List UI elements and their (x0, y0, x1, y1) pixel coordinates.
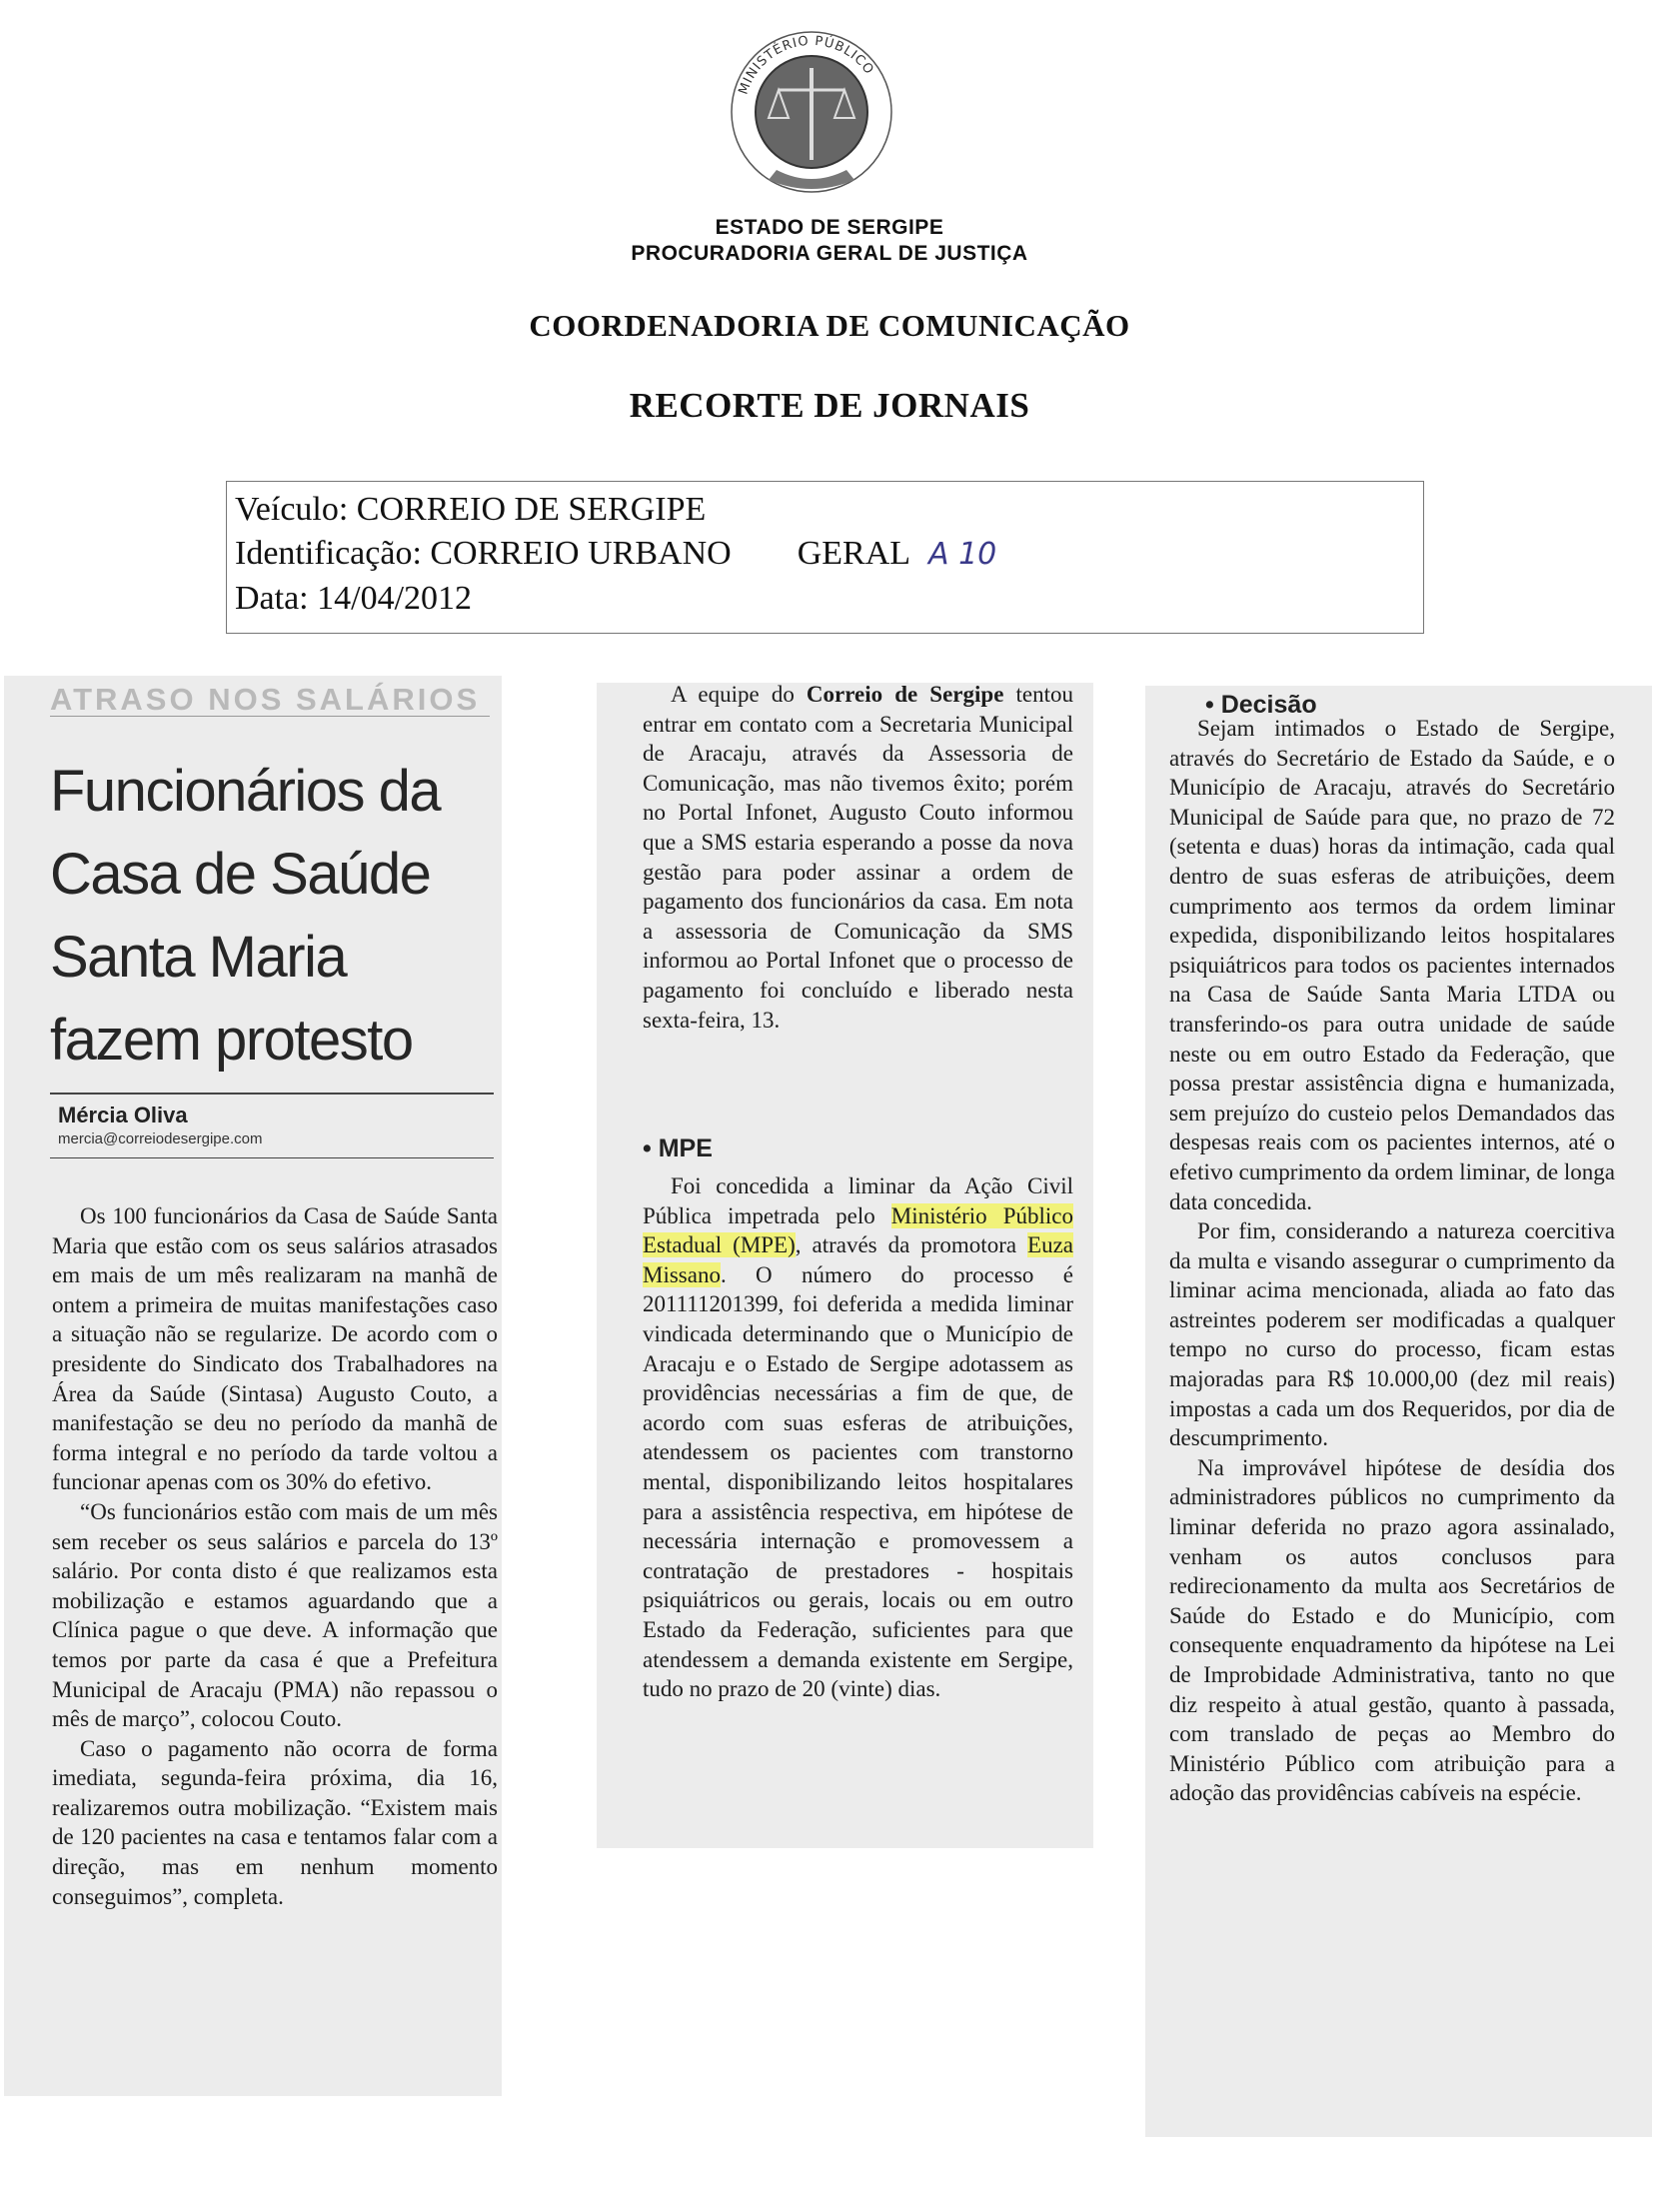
ministerio-publico-seal-icon (727, 20, 896, 200)
text-run: A equipe do (671, 682, 807, 707)
header-procuradoria: PROCURADORIA GERAL DE JUSTIÇA (631, 242, 1028, 265)
text-run: . O número do processo é 201111201399, foi deferida a medida liminar vindicada determinando que o Município de Aracaju e o Estado de Sergipe adotassem as providências necessárias a fim de que, de acordo com suas esferas de atribuições, atendessem os pacientes com transtorno mental, disponibilizando leitos hospitalares para a assistência respectiva, em hipótese de necessária internação e promovessem a contratação de prestadores - hospitais psiquiátricos ou gerais, locais ou em outro Estado da Federação, suficientes para que atendessem a demanda existente em Sergipe, tudo no prazo de 20 (vinte) dias. (643, 1261, 1073, 1702)
kicker-divider (50, 716, 490, 717)
paragraph: Caso o pagamento não ocorra de forma imediata, segunda-feira próxima, dia 16, realizaremos outra mobilização. “Existem mais de 120 pacientes na casa e tentamos falar com a direção, mas em nenhum momento conseguimos”, completa. (52, 1735, 498, 1909)
info-veiculo: Veículo: CORREIO DE SERGIPE (235, 491, 707, 528)
paragraph (643, 1171, 1073, 1704)
text-run: tentou entrar em contato com a Secretaria Municipal de Aracaju, através da Assessoria de Comunicação, mas não tivemos êxito; porém no Portal Infonet, Augusto Couto informou que a SMS estaria esperando a posse da nova gestão para poder assinar a ordem de pagamento dos funcionários da casa. Em nota a assessoria de Comunicação da SMS informou ao Portal Infonet que o processo de pagamento foi concluído e liberado nesta sexta-feira, 13. (643, 682, 1073, 1033)
paragraph: “Os funcionários estão com mais de um mês sem receber os seus salários e parcela do 13º salário. Por conta disto é que realizamos esta mobilização e estamos aguardando que a Clínica pague o que deve. A informação que temos por parte da casa é que a Prefeitura Municipal de Aracaju (PMA) não repassou o mês de março”, colocou Couto. (52, 1498, 498, 1732)
paragraph (643, 680, 1073, 1035)
info-identificacao: Identificação: CORREIO URBANO (235, 535, 732, 572)
paragraph: Sejam intimados o Estado de Sergipe, através do Secretário de Estado da Saúde, e o Município de Aracaju, através do Secretário Municipal de Saúde para que, no prazo de 72 (setenta e duas) horas da intimação, cada qual dentro de suas esferas de atribuições, deem cumprimento aos termos da ordem liminar expedida, disponibilizando leitos hospitalares psiquiátricos para todos os pacientes internados na Casa de Saúde Santa Maria LTDA ou transferindo-os para outra unidade de saúde neste ou em outro Estado da Federação, que possa prestar assistência digna e humanizada, sem prejuízo do custeio pelos Demandados das despesas reais com os pacientes internos, até o efetivo cumprimento da ordem liminar, de longa data concedida. (1169, 716, 1615, 1214)
header-estado: ESTADO DE SERGIPE (715, 216, 944, 239)
byline-bottom-divider (50, 1157, 494, 1158)
article-column-2-bottom (643, 1171, 1073, 1704)
info-secao: GERAL (797, 535, 911, 572)
article-kicker: ATRASO NOS SALÁRIOS (50, 682, 481, 717)
byline-top-divider (50, 1093, 494, 1095)
paragraph: Por fim, considerando a natureza coercitiva da multa e visando assegurar o cumprimento da liminar acima mencionada, aliada ao fato das astreintes poderem ser modificadas a qualquer tempo no curso do processo, ficam estas majoradas para R$ 10.000,00 (dez mil reais) impostas a cada um dos Requeridos, por dia de descumprimento. (1169, 1218, 1615, 1451)
paragraph: Na improvável hipótese de desídia dos administradores públicos no cumprimento da liminar deferida no prazo agora assinalado, venham os autos conclusos para redirecionamento da multa aos Secretários de Saúde do Estado e do Município, com consequente enquadramento da hipótese na Lei de Improbidade Administrativa, tanto no que diz respeito à atual gestão, quanto à passada, com translado de peças ao Membro do Ministério Público com atribuição para a adoção das providências cabíveis na espécie. (1169, 1454, 1615, 1806)
paragraph: Os 100 funcionários da Casa de Saúde Santa Maria que estão com os seus salários atrasados em mais de um mês realizaram na manhã de ontem a primeira de muitas manifestações caso a situação não se regularize. De acordo com o presidente do Sindicato dos Trabalhadores na Área da Saúde (Sintasa) Augusto Couto, a manifestação se deu no período da manhã de forma integral e no período da tarde voltou a funcionar apenas com os 30% do efetivo. (52, 1203, 498, 1495)
header-coordenadoria: COORDENADORIA DE COMUNICAÇÃO (529, 308, 1130, 343)
highlighted-text: Euza Missano (643, 1232, 1073, 1287)
text-run: , através da promotora (795, 1232, 1028, 1258)
newspaper-name: Correio de Sergipe (806, 682, 1004, 707)
info-identificacao-row (235, 532, 1423, 577)
info-page-handwritten: A 10 (928, 537, 997, 572)
article-author: Mércia Oliva (58, 1103, 188, 1127)
subheading-decisao: • Decisão (1205, 691, 1317, 719)
article-column-3 (1169, 714, 1615, 1808)
article-column-1 (52, 1201, 498, 1911)
article-headline: Funcionários da Casa de Saúde Santa Maria fazem protesto (50, 759, 441, 1073)
highlighted-text: Ministério Público Estadual (MPE) (643, 1202, 1073, 1258)
clipping-info-box (226, 481, 1424, 634)
page-title: RECORTE DE JORNAIS (629, 386, 1030, 425)
svg-text:MINISTÉRIO PÚBLICO: MINISTÉRIO PÚBLICO (736, 33, 877, 97)
article-column-2-top (643, 680, 1073, 1035)
subheading-mpe: • MPE (643, 1134, 713, 1162)
text-run: Foi concedida a liminar da Ação Civil Pública impetrada pelo (643, 1173, 1073, 1228)
article-author-email: mercia@correiodesergipe.com (58, 1130, 263, 1147)
info-data: Data: 14/04/2012 (235, 580, 473, 617)
